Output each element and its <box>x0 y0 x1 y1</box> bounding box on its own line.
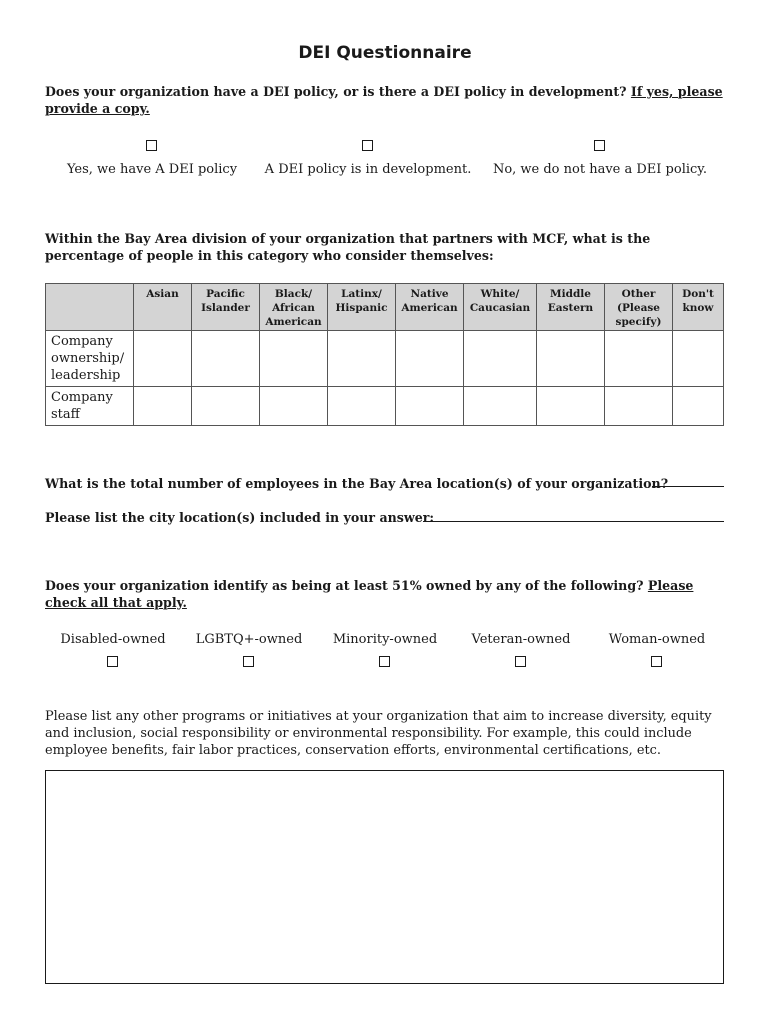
table-cell-input[interactable] <box>605 331 673 387</box>
total-employees-field[interactable] <box>652 486 724 487</box>
checkbox-no-dei-policy[interactable] <box>594 140 605 151</box>
header-corner <box>46 284 134 331</box>
column-header: Asian <box>134 284 192 331</box>
table-cell-input[interactable] <box>605 387 673 426</box>
option-label-disabled-owned: Disabled-owned <box>60 632 166 647</box>
other-programs-textarea[interactable] <box>45 770 724 984</box>
option-label-no-policy: No, we do not have a DEI policy. <box>492 162 708 177</box>
option-label-lgbtq-owned: LGBTQ+-owned <box>195 632 303 647</box>
table-cell-input[interactable] <box>537 387 605 426</box>
column-header: Black/ African American <box>260 284 328 331</box>
column-header: Don't know <box>673 284 724 331</box>
question-demographics: Within the Bay Area division of your organization that partners with MCF, what is the percentage of people in this category who consider themselves: <box>45 231 651 263</box>
table-cell-input[interactable] <box>673 387 724 426</box>
city-locations-field[interactable] <box>423 521 724 522</box>
table-cell-input[interactable] <box>464 387 537 426</box>
table-cell-input[interactable] <box>192 331 260 387</box>
option-label-woman-owned: Woman-owned <box>608 632 706 647</box>
table-cell-input[interactable] <box>134 387 192 426</box>
checkbox-lgbtq-owned[interactable] <box>243 656 254 667</box>
table-cell-input[interactable] <box>537 331 605 387</box>
table-cell-input[interactable] <box>134 331 192 387</box>
checkbox-minority-owned[interactable] <box>379 656 390 667</box>
column-header: White/ Caucasian <box>464 284 537 331</box>
column-header: Other (Please specify) <box>605 284 673 331</box>
column-header: Pacific Islander <box>192 284 260 331</box>
page-title: DEI Questionnaire <box>298 43 472 63</box>
checkbox-woman-owned[interactable] <box>651 656 662 667</box>
option-label-has-policy: Yes, we have A DEI policy <box>66 162 238 177</box>
option-label-veteran-owned: Veteran-owned <box>471 632 571 647</box>
checkbox-disabled-owned[interactable] <box>107 656 118 667</box>
table-cell-input[interactable] <box>328 387 396 426</box>
table-cell-input[interactable] <box>260 331 328 387</box>
question-text: Does your organization identify as being at least 51% owned by any of the following? <box>45 578 648 593</box>
table-cell-input[interactable] <box>396 331 464 387</box>
option-label-in-development: A DEI policy is in development. <box>264 162 472 177</box>
table-cell-input[interactable] <box>260 387 328 426</box>
row-header: Company staff <box>46 387 134 426</box>
question-city-locations: Please list the city location(s) included in your answer: <box>45 510 434 525</box>
checkbox-dei-policy-in-development[interactable] <box>362 140 373 151</box>
demographics-table <box>45 283 724 426</box>
provide-copy-instruction: If yes, please provide a copy. <box>45 84 723 116</box>
table-cell-input[interactable] <box>192 387 260 426</box>
table-row <box>46 387 724 426</box>
table-cell-input[interactable] <box>673 331 724 387</box>
question-text: Does your organization have a DEI policy, or is there a DEI policy in development? <box>45 84 631 99</box>
option-label-minority-owned: Minority-owned <box>332 632 438 647</box>
question-total-employees: What is the total number of employees in the Bay Area location(s) of your organization? <box>45 476 669 491</box>
checkbox-has-dei-policy[interactable] <box>146 140 157 151</box>
checkbox-veteran-owned[interactable] <box>515 656 526 667</box>
check-all-instruction: Please check all that apply. <box>45 578 694 610</box>
table-cell-input[interactable] <box>464 331 537 387</box>
question-dei-policy <box>45 83 725 117</box>
table-cell-input[interactable] <box>328 331 396 387</box>
table-cell-input[interactable] <box>396 387 464 426</box>
table-row <box>46 331 724 387</box>
column-header: Latinx/ Hispanic <box>328 284 396 331</box>
row-header: Company ownership/ leadership <box>46 331 134 387</box>
column-header: Native American <box>396 284 464 331</box>
column-header: Middle Eastern <box>537 284 605 331</box>
question-ownership <box>45 577 725 611</box>
question-other-programs: Please list any other programs or initiatives at your organization that aim to increase diversity, equity and inclusion, social responsibility or environmental responsibility. For example, this could include employee benefits, fair labor practices, conservation efforts, environmental certifications, etc. <box>45 709 712 758</box>
